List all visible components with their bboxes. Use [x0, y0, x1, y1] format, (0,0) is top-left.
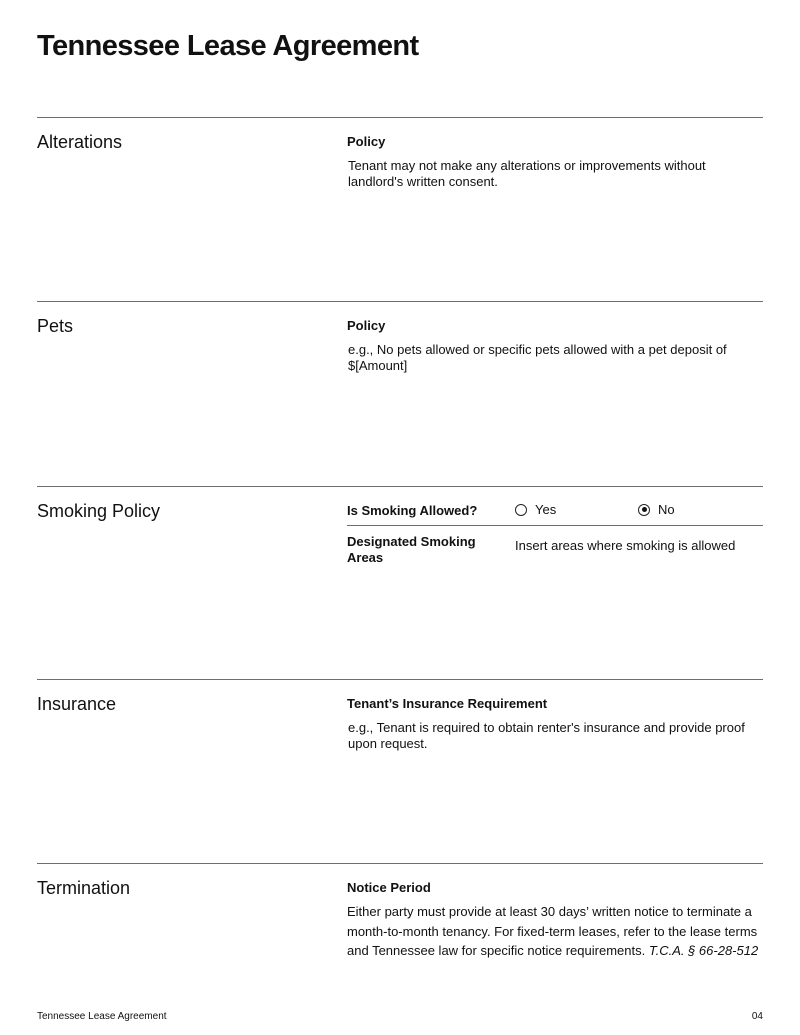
radio-yes[interactable]	[515, 502, 556, 517]
radio-unchecked-icon[interactable]	[515, 504, 527, 516]
divider	[347, 525, 763, 526]
section-alterations	[37, 117, 763, 302]
alterations-policy-field[interactable]: Tenant may not make any alterations or improvements without landlord's written consent.	[348, 158, 706, 189]
radio-no[interactable]	[638, 502, 675, 517]
pets-policy-field[interactable]: e.g., No pets allowed or specific pets allowed with a pet deposit of $[Amount]	[348, 342, 727, 373]
section-heading: Termination	[37, 878, 131, 898]
footer-title: Tennessee Lease Agreement	[37, 1011, 167, 1022]
section-heading: Insurance	[37, 694, 117, 714]
field-label: Policy	[347, 134, 386, 149]
section-termination	[37, 863, 763, 1003]
section-heading: Pets	[37, 316, 74, 336]
termination-notice-text	[347, 902, 761, 961]
statute-citation: T.C.A. § 66-28-512	[648, 943, 759, 958]
section-heading: Smoking Policy	[37, 501, 161, 521]
smoking-question-label: Is Smoking Allowed?	[347, 503, 478, 518]
section-heading: Alterations	[37, 132, 123, 152]
designated-areas-label: Designated Smoking Areas	[347, 534, 476, 565]
radio-checked-icon[interactable]	[638, 504, 650, 516]
field-label: Notice Period	[347, 880, 431, 895]
field-label: Tenant’s Insurance Requirement	[347, 696, 548, 711]
page-number: 04	[751, 1011, 763, 1022]
page-title: Tennessee Lease Agreement	[37, 30, 419, 62]
radio-no-label: No	[658, 502, 675, 517]
radio-yes-label: Yes	[535, 502, 557, 517]
insurance-requirement-field[interactable]: e.g., Tenant is required to obtain renter's insurance and provide proof upon request.	[348, 720, 745, 751]
section-smoking	[37, 486, 763, 679]
section-pets	[37, 301, 763, 486]
field-label: Policy	[347, 318, 386, 333]
termination-notice-body: Either party must provide at least 30 days’ written notice to terminate a month-to-month tenancy. For fixed-term leases, refer to the lease terms and Tennessee law for specific notice requirements.	[347, 904, 758, 958]
section-insurance	[37, 679, 763, 864]
designated-areas-field[interactable]: Insert areas where smoking is allowed	[515, 538, 736, 553]
